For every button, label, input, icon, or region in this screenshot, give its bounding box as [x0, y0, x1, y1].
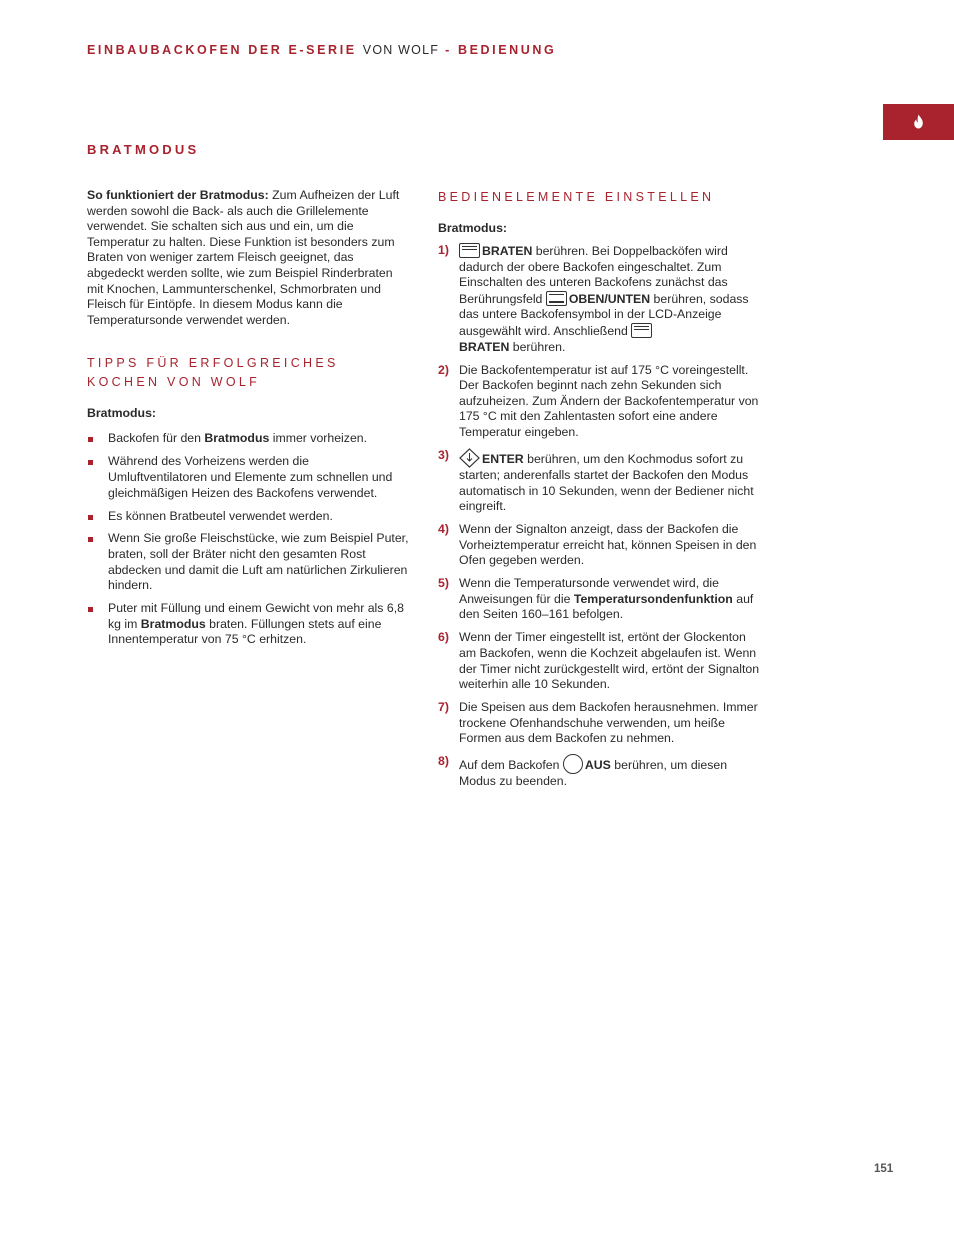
step-item: 1) BRATEN berühren. Bei Doppelbacköfen wird dadurch der obere Backofen eingeschaltet. Zum Einschalten des unteren Backofens zunächst das Berührungsfeld OBEN/UNTEN berühren, sodass das untere Backofensymbol in der LCD-Anzeige ausgewählt wird. Anschließend BRATEN berühren.: [438, 243, 749, 354]
header-brand: VON WOLF: [362, 43, 440, 57]
list-item: Backofen für den Bratmodus immer vorheizen.: [87, 431, 409, 447]
tips-label: Bratmodus:: [87, 406, 157, 421]
controls-label: Bratmodus:: [438, 221, 508, 235]
step-item: 2) Die Backofentemperatur ist auf 175 °C voreingestellt. Der Backofen beginnt nach zehn Sekunden sich aufzuheizen. Zum Ändern der Backofentemperatur von 175 °C mit den Zahlentasten sofort eine andere Temperatur eingeben.: [438, 362, 759, 439]
off-key-icon: [563, 754, 583, 774]
page-number: 151: [874, 1163, 894, 1175]
step-item: 5) Wenn die Temperatursonde verwendet wird, die Anweisungen für die Temperatursondenfunktion auf den Seiten 160–161 befolgen.: [438, 576, 754, 622]
list-item: Wenn Sie große Fleischstücke, wie zum Beispiel Puter, braten, soll der Bräter nicht den gesamten Rost abdecken und damit die Luft am natürlichen Zirkulieren hindern.: [87, 531, 409, 593]
upper-lower-key-icon: [546, 291, 567, 306]
step-item: 4) Wenn der Signalton anzeigt, dass der Backofen die Vorheiztemperatur erreicht hat, können Speisen in den Ofen gegeben werden.: [438, 522, 757, 568]
controls-heading: BEDIENELEMENTE EINSTELLEN: [438, 190, 715, 204]
roast-key-icon: [459, 243, 480, 258]
header-title: EINBAUBACKOFEN DER E-SERIE: [87, 43, 357, 57]
step-item: 8) Auf dem Backofen AUS berühren, um diesen Modus zu beenden.: [438, 754, 728, 789]
tips-heading: TIPPS FÜR ERFOLGREICHES KOCHEN VON WOLF: [87, 356, 339, 390]
right-column: [438, 188, 763, 797]
running-header: [87, 43, 556, 57]
enter-key-icon: [459, 448, 480, 468]
tips-list: [87, 431, 409, 648]
list-item: Puter mit Füllung und einem Gewicht von mehr als 6,8 kg im Bratmodus braten. Füllungen stets auf eine Innentemperatur von 75 °C erhitzen.: [87, 601, 409, 648]
flame-icon: [913, 114, 924, 129]
chapter-tab: [883, 104, 954, 140]
intro-text: Zum Aufheizen der Luft werden sowohl die Back- als auch die Grillelemente verwendet. Sie schalten sich aus und ein, um die Temperatur zu halten. Diese Funktion ist besonders zum Braten von weniger zartem Fleisch geeignet, das abgedeckt werden sollte, wie zum Beispiel Rinderbraten mit Knochen, Lammunterschenkel, Schmorbraten und Fleisch für Eintöpfe. In diesem Modus kann die Temperatursonde verwendet werden.: [87, 188, 400, 327]
left-column: [87, 188, 409, 655]
step-item: 7) Die Speisen aus dem Backofen herausnehmen. Immer trockene Ofenhandschuhe verwenden, um heiße Formen aus dem Backofen zu nehmen.: [438, 700, 758, 746]
list-item: Während des Vorheizens werden die Umluftventilatoren und Elemente zum schnellen und gleichmäßigen Heizen des Backofens verwendet.: [87, 454, 409, 501]
list-item: Es können Bratbeutel verwendet werden.: [87, 509, 409, 525]
intro-lead: So funktioniert der Bratmodus:: [87, 188, 269, 202]
intro-paragraph: [87, 188, 409, 328]
section-title: BRATMODUS: [87, 142, 200, 157]
header-section: - BEDIENUNG: [445, 43, 557, 57]
step-item: 3) ENTER berühren, um den Kochmodus sofort zu starten; anderenfalls startet der Backofen den Modus automatisch in 10 Sekunden, wenn der Bediener nicht eingreift.: [438, 447, 754, 514]
roast-key-icon: [631, 323, 652, 338]
steps-list: [438, 243, 763, 790]
step-item: 6) Wenn der Timer eingestellt ist, ertönt der Glockenton am Backofen, wenn die Kochzeit abgelaufen ist. Wenn der Timer nicht zurückgestellt wird, ertönt der Signalton weiterhin alle 10 Sekunden.: [438, 630, 760, 692]
